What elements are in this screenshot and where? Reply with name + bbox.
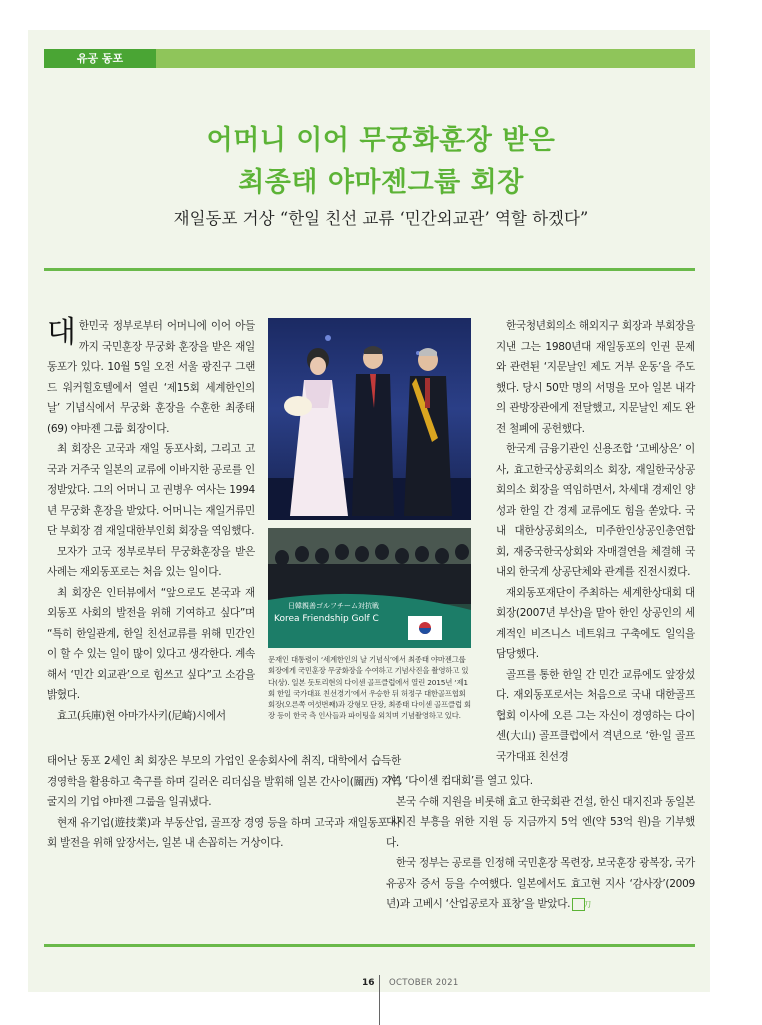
paragraph-text: 한민국 정부로부터 어머니에 이어 아들까지 국민훈장 무궁화 훈장을 받은 재일동포가 있다. 10월 5일 오전 서울 광진구 그랜드 워커힐호텔에서 열린 ‘제15회 세계한인의 날’ 기념식에서 무궁화 훈장을 수훈한 최종태(69) 야마젠 그룹 회장이다. bbox=[47, 320, 255, 435]
page-number: 16 bbox=[362, 978, 375, 988]
paragraph bbox=[386, 853, 695, 915]
award-ceremony-illustration bbox=[268, 318, 471, 520]
golf-group-illustration bbox=[268, 528, 471, 648]
banner-english-text: Korea Friendship Golf C bbox=[274, 614, 379, 624]
headline-line-1: 어머니 이어 무궁화훈장 받은 bbox=[206, 125, 556, 156]
paragraph: 한국계 금융기관인 신용조합 ‘고베상은’ 이사, 효고한국상공회의소 회장, 재일한국상공회의소 회장을 역임하면서, 차세대 경제인 양성과 한일 간 경제 교류에도 힘을 쏟았다. 국내 대한상공회의소, 미주한인상공인총연합회, 재중국한국상회와 자매결연을 체결해 국내외 한국계 상공단체와 관계를 진전시켰다. bbox=[496, 443, 695, 578]
paragraph: 효고(兵庫)현 아마가사키(尼崎)시에서 bbox=[57, 709, 226, 722]
paragraph: 최 회장은 고국과 재일 동포사회, 그리고 고국과 거주국 일본의 교류에 이바지한 공로를 인정받았다. 그의 어머니 고 권병우 여사는 1994년 무궁화 훈장을 받았다. 어머니는 재일거류민단 부회장 겸 재일대한부인회 회장을 역임했다. bbox=[47, 443, 255, 537]
dropcap: 대 bbox=[47, 315, 76, 350]
left-column bbox=[47, 316, 255, 726]
photo-caption: 문재인 대통령이 ‘세계한인의 날 기념식’에서 최종태 야마젠그룹 회장에게 국민훈장 무궁화장을 수여하고 기념사진을 촬영하고 있다(상). 일본 돗토리현의 다이센 골프클럽에서 열린 2015년 ‘제1회 한일 국가대표 친선경기’에서 우승한 뒤 허정구 대한골프협회 회장(오른쪽 여섯번째)과 강형모 단장, 최종태 다이센 골프클럽 회장 등이 한국 측 인사들과 파이팅을 외치며 기념촬영하고 있다. bbox=[268, 655, 471, 721]
end-mark-icon: 刀 bbox=[572, 898, 585, 911]
paragraph: 본국 수해 지원을 비롯해 효고 한국회관 건설, 한신 대지진과 동일본 대지진 부흥을 위한 지원 등 지금까지 5억 엔(약 53억 원)을 기부했다. bbox=[386, 795, 695, 849]
right-column bbox=[496, 316, 695, 767]
paragraph bbox=[47, 316, 255, 439]
section-label: 유공 동포 bbox=[44, 49, 156, 68]
paragraph: 최 회장은 인터뷰에서 “앞으로도 본국과 재외동포 사회의 발전을 위해 기여하고 싶다”며 “특히 한일관계, 한일 친선교류를 위해 민간인이 할 수 있는 일이 많이 있다고 생각한다. 계속해서 ‘민간 외교관’으로 힘쓰고 싶다”고 소감을 밝혔다. bbox=[47, 586, 255, 701]
top-divider bbox=[44, 268, 695, 271]
bottom-divider bbox=[44, 944, 695, 947]
issue-date: OCTOBER 2021 bbox=[389, 978, 459, 988]
banner-japanese-text: 日韓親善ゴルフチーム対抗戦 bbox=[288, 602, 379, 610]
subtitle: 재일동포 거상 “한일 친선 교류 ‘민간외교관’ 역할 하겠다” bbox=[173, 209, 589, 228]
paragraph: 기’, ‘다이센 컵대회’를 열고 있다. bbox=[386, 775, 533, 787]
paragraph: 태어난 동포 2세인 최 회장은 부모의 가업인 운송회사에 취직, 대학에서 습득한 경영학을 활용하고 축구를 하며 길러온 리더십을 발휘해 일본 간사이(關西) 지역 굴지의 기업 야마젠 그룹을 일궈냈다. bbox=[47, 755, 401, 808]
paragraph: 골프를 통한 한일 간 민간 교류에도 앞장섰다. 재외동포로서는 처음으로 국내 대한골프협회 이사에 오른 그는 자신이 경영하는 다이센(大山) 골프클럽에서 격년으로 ‘한·일 골프 국가대표 친선경 bbox=[496, 668, 695, 763]
paragraph: 재외동포재단이 주최하는 세계한상대회 대회장(2007년 부산)을 맡아 한인 상공인의 세계적인 비즈니스 네트워크 구축에도 일익을 담당했다. bbox=[496, 586, 695, 660]
golf-group-photo bbox=[268, 528, 471, 648]
paragraph: 현재 유기업(遊技業)과 부동산업, 골프장 경영 등을 하며 고국과 재일동포 사회 발전을 위해 앞장서는, 일본 내 손꼽히는 거상이다. bbox=[47, 816, 401, 849]
right-bottom-column bbox=[386, 771, 695, 915]
footer-divider bbox=[379, 975, 380, 1025]
headline-line-2: 최종태 야마젠그룹 회장 bbox=[238, 167, 524, 198]
paragraph: 모자가 고국 정부로부터 무궁화훈장을 받은 사례는 재외동포로는 처음 있는 일이다. bbox=[47, 545, 255, 578]
left-bottom-column bbox=[47, 751, 401, 854]
paragraph-text: 한국 정부는 공로를 인정해 국민훈장 목련장, 보국훈장 광복장, 국가유공자 증서 등을 수여했다. 일본에서도 효고현 지사 ‘감사장’(2009년)과 고베시 ‘산업공로자 표창’을 받았다. bbox=[386, 857, 695, 910]
award-ceremony-photo bbox=[268, 318, 471, 520]
paragraph: 한국청년회의소 해외지구 회장과 부회장을 지낸 그는 1980년대 재일동포의 인권 문제와 관련된 ‘지문날인 제도 거부 운동’을 주도했다. 당시 50만 명의 서명을 모아 일본 내각의 관방장관에게 전달했고, 지문날인 제도 완전 철폐에 공헌했다. bbox=[496, 320, 695, 435]
